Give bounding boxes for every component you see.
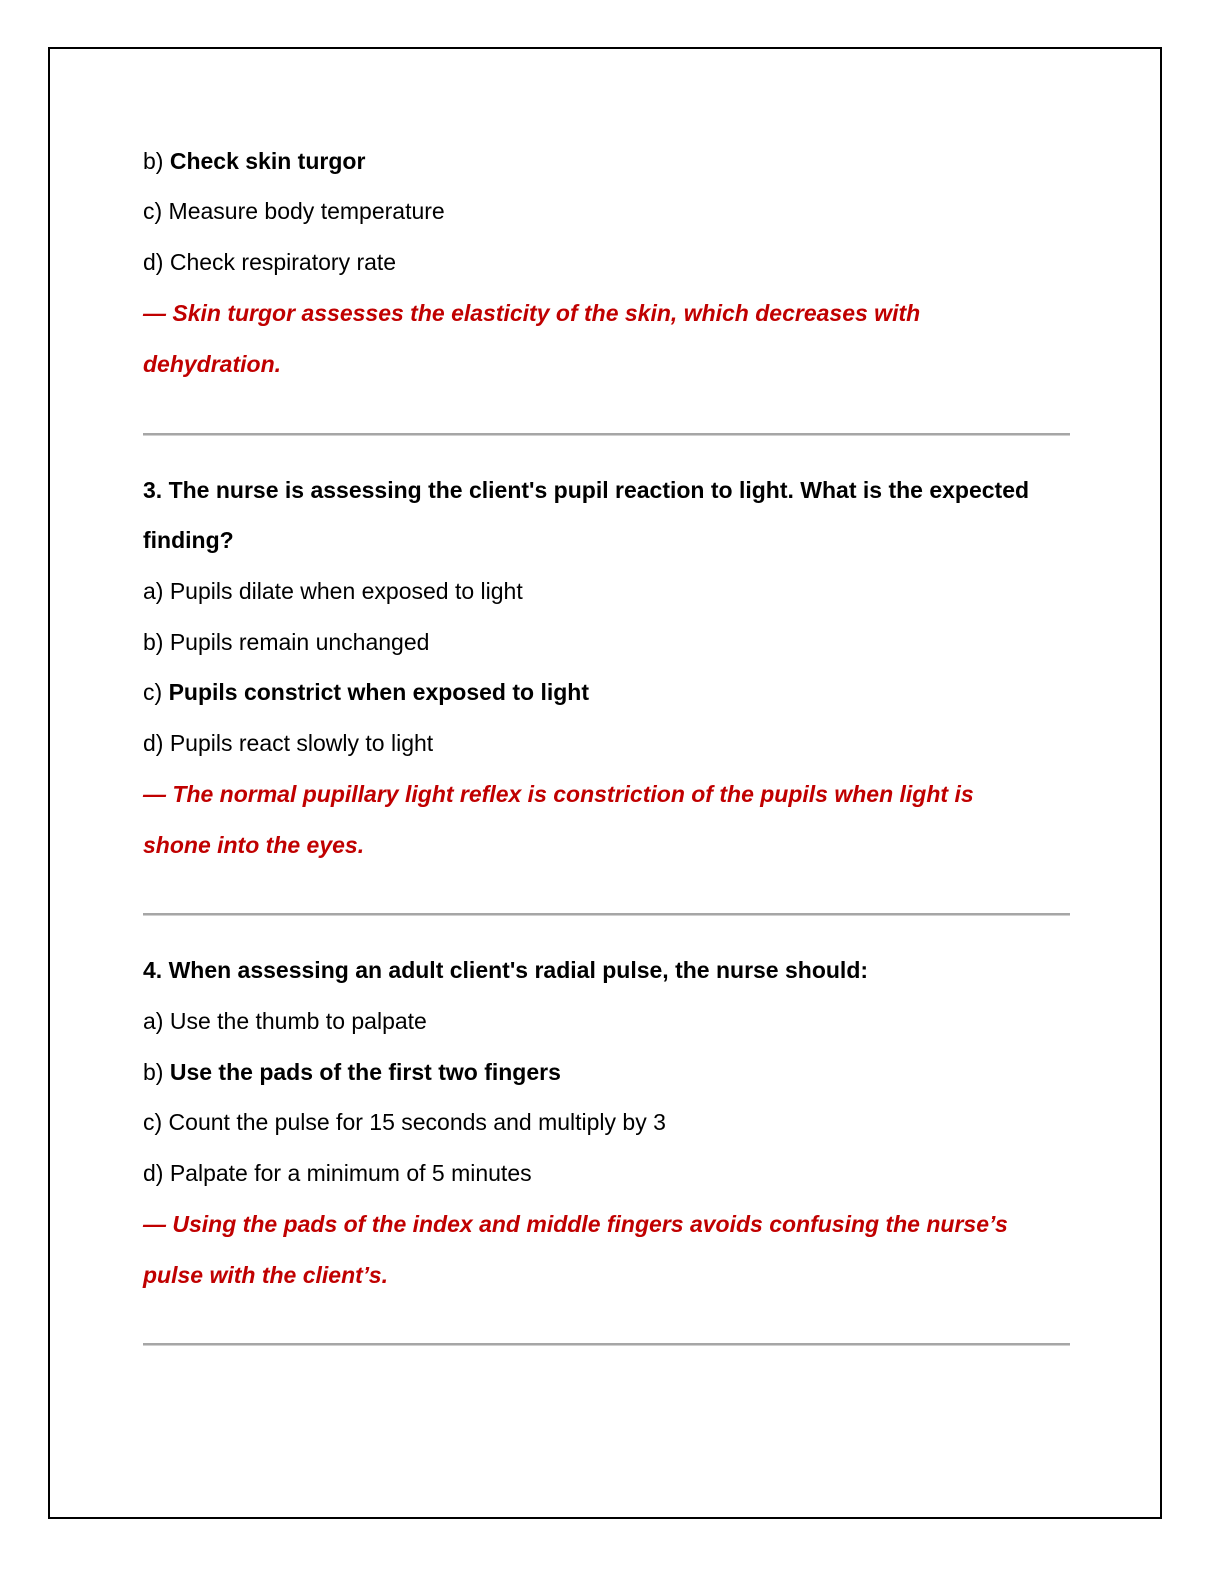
q2-option-d: d) Check respiratory rate (143, 249, 397, 275)
q4-option-b-answer: Use the pads of the first two fingers (169, 1059, 561, 1085)
q2-option-b-prefix: b) (143, 148, 170, 174)
q3-question-line2: finding? (143, 527, 234, 553)
q4-option-c: c) Count the pulse for 15 seconds and multiply by 3 (143, 1109, 666, 1135)
q3-option-c (143, 677, 589, 707)
q3-explanation-line2: shone into the eyes. (143, 832, 365, 858)
q3-option-a: a) Pupils dilate when exposed to light (143, 578, 523, 604)
q2-option-b-answer: Check skin turgor (169, 148, 366, 174)
divider-3 (143, 1343, 1070, 1346)
divider-1 (143, 433, 1070, 436)
q3-option-d: d) Pupils react slowly to light (143, 730, 434, 756)
q4-explanation-line1: — Using the pads of the index and middle fingers avoids confusing the nurse’s (143, 1211, 1008, 1237)
q4-option-d: d) Palpate for a minimum of 5 minutes (143, 1160, 532, 1186)
q2-explanation-line2: dehydration. (143, 351, 282, 377)
q2-explanation-line1: — Skin turgor assesses the elasticity of the skin, which decreases with (143, 300, 921, 326)
q2-option-c: c) Measure body temperature (143, 198, 445, 224)
q4-option-a: a) Use the thumb to palpate (143, 1008, 427, 1034)
q3-option-b: b) Pupils remain unchanged (143, 629, 430, 655)
q3-question-line1: 3. The nurse is assessing the client's pupil reaction to light. What is the expected (143, 477, 1030, 503)
q4-question: 4. When assessing an adult client's radial pulse, the nurse should: (143, 957, 869, 983)
q3-option-c-answer: Pupils constrict when exposed to light (168, 679, 589, 705)
q4-explanation-line2: pulse with the client’s. (143, 1262, 388, 1288)
q3-option-c-prefix: c) (143, 679, 169, 705)
q4-option-b (143, 1057, 561, 1087)
q3-explanation-line1: — The normal pupillary light reflex is constriction of the pupils when light is (143, 781, 974, 807)
q4-option-b-prefix: b) (143, 1059, 170, 1085)
q2-option-b (143, 146, 365, 176)
divider-2 (143, 913, 1070, 916)
